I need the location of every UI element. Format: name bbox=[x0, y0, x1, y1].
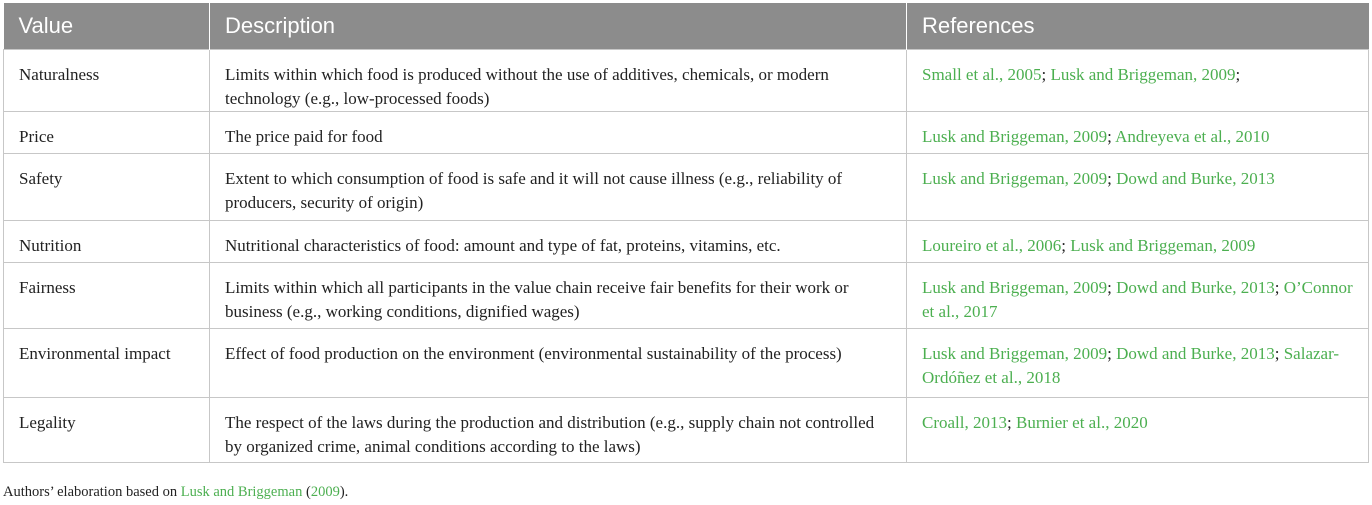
reference-link[interactable]: Lusk and Briggeman, 2009 bbox=[922, 169, 1108, 188]
table-row bbox=[4, 329, 1369, 398]
table-body bbox=[4, 50, 1369, 463]
footnote-year-link[interactable]: 2009 bbox=[310, 484, 340, 500]
reference-link[interactable]: Small et al., 2005 bbox=[922, 65, 1042, 84]
reference-link[interactable]: Andreyeva et al., 2010 bbox=[1115, 127, 1270, 146]
reference-separator: ; bbox=[1107, 278, 1117, 297]
cell-description: The respect of the laws during the production and distribution (e.g., supply chain not controlled by organized crime, animal conditions according to the laws) bbox=[210, 398, 907, 463]
reference-link[interactable]: Lusk and Briggeman, 2009 bbox=[1070, 236, 1256, 255]
reference-link[interactable]: Loureiro et al., 2006 bbox=[922, 236, 1062, 255]
reference-trailing: ; bbox=[1235, 65, 1241, 84]
reference-separator: ; bbox=[1061, 236, 1071, 255]
values-table-container bbox=[3, 3, 1368, 463]
reference-separator: ; bbox=[1107, 127, 1116, 146]
cell-value: Price bbox=[4, 112, 210, 154]
reference-link[interactable]: Dowd and Burke, 2013 bbox=[1116, 169, 1275, 188]
table-row bbox=[4, 398, 1369, 463]
reference-separator: ; bbox=[1274, 278, 1284, 297]
footnote-prefix: Authors’ elaboration based on bbox=[3, 484, 181, 500]
table-row bbox=[4, 263, 1369, 329]
header-references: References bbox=[907, 3, 1369, 50]
reference-separator: ; bbox=[1107, 169, 1117, 188]
cell-description: Limits within which food is produced without the use of additives, chemicals, or modern technology (e.g., low-processed foods) bbox=[210, 50, 907, 112]
reference-link[interactable]: Lusk and Briggeman, 2009 bbox=[1050, 65, 1236, 84]
table-row bbox=[4, 112, 1369, 154]
cell-value: Legality bbox=[4, 398, 210, 463]
reference-separator: ; bbox=[1007, 413, 1016, 432]
values-table bbox=[3, 3, 1369, 463]
header-row bbox=[4, 3, 1369, 50]
footnote-author-link[interactable]: Lusk and Briggeman bbox=[180, 484, 303, 500]
reference-link[interactable]: Lusk and Briggeman, 2009 bbox=[922, 344, 1108, 363]
reference-link[interactable]: Dowd and Burke, 2013 bbox=[1116, 344, 1275, 363]
table-row bbox=[4, 154, 1369, 221]
footnote-suffix: ). bbox=[339, 484, 349, 500]
footnote-open-paren: ( bbox=[302, 484, 311, 500]
reference-link[interactable]: Croall, 2013 bbox=[922, 413, 1007, 432]
reference-separator: ; bbox=[1274, 344, 1284, 363]
cell-references bbox=[907, 112, 1369, 154]
table-footnote bbox=[3, 482, 348, 502]
header-value: Value bbox=[4, 3, 210, 50]
reference-separator: ; bbox=[1107, 344, 1117, 363]
cell-value: Naturalness bbox=[4, 50, 210, 112]
cell-description: The price paid for food bbox=[210, 112, 907, 154]
cell-references bbox=[907, 329, 1369, 398]
reference-link[interactable]: Lusk and Briggeman, 2009 bbox=[922, 278, 1108, 297]
table-row bbox=[4, 221, 1369, 263]
cell-description: Limits within which all participants in the value chain receive fair benefits for their work or business (e.g., working conditions, dignified wages) bbox=[210, 263, 907, 329]
cell-description: Effect of food production on the environment (environmental sustainability of the process) bbox=[210, 329, 907, 398]
cell-description: Extent to which consumption of food is safe and it will not cause illness (e.g., reliability of producers, security of origin) bbox=[210, 154, 907, 221]
reference-link[interactable]: Salazar-Ordóñez et al., 2018 bbox=[922, 344, 1340, 387]
cell-references bbox=[907, 263, 1369, 329]
reference-link[interactable]: Dowd and Burke, 2013 bbox=[1116, 278, 1275, 297]
cell-references bbox=[907, 154, 1369, 221]
reference-link[interactable]: Burnier et al., 2020 bbox=[1015, 413, 1148, 432]
header-description: Description bbox=[210, 3, 907, 50]
reference-link[interactable]: O’Connor et al., 2017 bbox=[922, 278, 1353, 321]
reference-separator: ; bbox=[1041, 65, 1051, 84]
cell-references bbox=[907, 50, 1369, 112]
reference-link[interactable]: Lusk and Briggeman, 2009 bbox=[922, 127, 1108, 146]
cell-description: Nutritional characteristics of food: amount and type of fat, proteins, vitamins, etc. bbox=[210, 221, 907, 263]
cell-references bbox=[907, 398, 1369, 463]
table-header bbox=[4, 3, 1369, 50]
cell-value: Fairness bbox=[4, 263, 210, 329]
cell-value: Nutrition bbox=[4, 221, 210, 263]
cell-references bbox=[907, 221, 1369, 263]
table-row bbox=[4, 50, 1369, 112]
cell-value: Environmental impact bbox=[4, 329, 210, 398]
cell-value: Safety bbox=[4, 154, 210, 221]
